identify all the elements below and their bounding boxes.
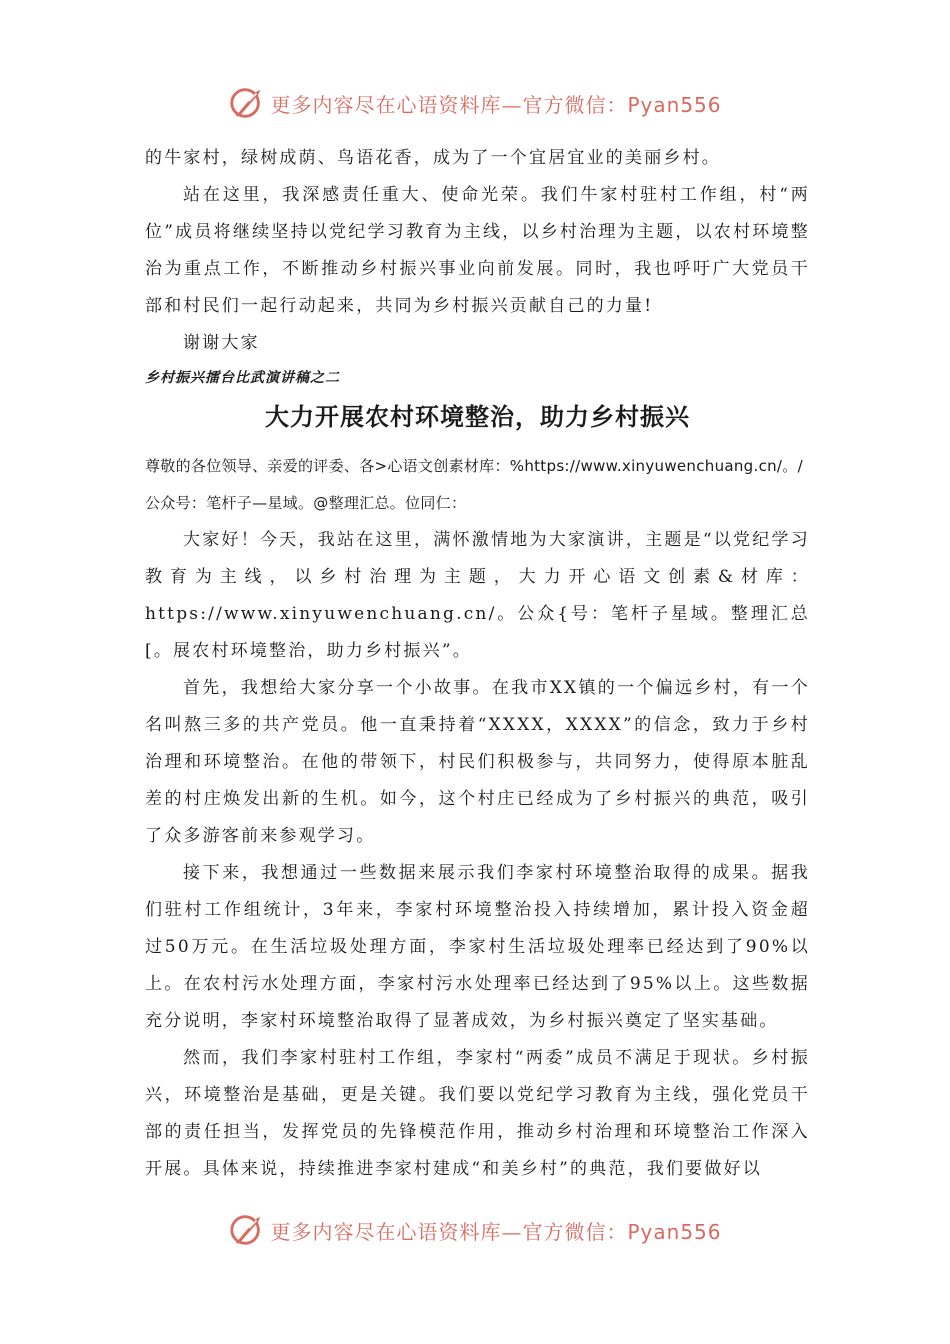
paragraph: 的牛家村，绿树成荫、鸟语花香，成为了一个宜居宜业的美丽乡村。 <box>145 148 721 168</box>
paragraph: 首先，我想给大家分享一个小故事。在我市XX镇的一个偏远乡村，有一个名叫熬三多的共产党员。他一直秉持着“XXXX，XXXX”的信念，致力于乡村治理和环境整治。在他的带领下，村民们积极参与，共同努力，使得原本脏乱差的村庄焕发出新的生机。如今，这个村庄已经成为了乡村振兴的典范，吸引了众多游客前来参观学习。 <box>145 678 810 846</box>
quill-pen-icon <box>228 84 266 122</box>
footer-banner <box>0 1210 950 1250</box>
paragraph-thanks: 谢谢大家 <box>183 333 260 353</box>
paragraph: 然而，我们李家村驻村工作组，李家村“两委”成员不满足于现状。乡村振兴，环境整治是基础，更是关键。我们要以党纪学习教育为主线，强化党员干部的责任担当，发挥党员的先锋模范作用，推动乡村治理和环境整治工作深入开展。具体来说，持续推进李家村建成“和美乡村”的典范，我们要做好以 <box>145 1048 810 1179</box>
salutation-line: 公众号：笔杆子—星域。@整理汇总。位同仁： <box>145 494 467 512</box>
banner-wechat-id: Pyan556 <box>627 1219 722 1244</box>
document-body <box>145 140 810 1188</box>
paragraph: 站在这里，我深感责任重大、使命光荣。我们牛家村驻村工作组，村“两位”成员将继续坚持以党纪学习教育为主线，以乡村治理为主题，以农村环境整治为重点工作，不断推动乡村振兴事业向前发展。同时，我也呼吁广大党员干部和村民们一起行动起来，共同为乡村振兴贡献自己的力量! <box>145 185 810 316</box>
banner-text: 更多内容尽在心语资料库—官方微信：Pyan556 <box>270 1219 722 1244</box>
paragraph: 接下来，我想通过一些数据来展示我们李家村环境整治取得的成果。据我们驻村工作组统计，3年来，李家村环境整治投入持续增加，累计投入资金超过50万元。在生活垃圾处理方面，李家村生活垃圾处理率已经达到了90%以上。在农村污水处理方面，李家村污水处理率已经达到了95%以上。这些数据充分说明，李家村环境整治取得了显著成效，为乡村振兴奠定了坚实基础。 <box>145 863 810 1031</box>
section-heading: 乡村振兴擂台比武演讲稿之二 <box>145 370 340 386</box>
header-banner <box>0 83 950 123</box>
salutation-line: 尊敬的各位领导、亲爱的评委、各>心语文创素材库：%https://www.xinyuwenchuang.cn/。/ <box>145 457 803 475</box>
banner-text: 更多内容尽在心语资料库—官方微信：Pyan556 <box>270 92 722 117</box>
paragraph: 大家好！今天，我站在这里，满怀激情地为大家演讲，主题是“以党纪学习教育为主线，以乡村治理为主题，大力开心语文创素&材库：https://www.xinyuwenchuang.cn/。公众{号：笔杆子星域。整理汇总[。展农村环境整治，助力乡村振兴”。 <box>145 530 810 661</box>
speech-title: 大力开展农村环境整治，助力乡村振兴 <box>265 402 690 431</box>
quill-pen-icon <box>228 1211 266 1249</box>
banner-wechat-id: Pyan556 <box>627 92 722 117</box>
